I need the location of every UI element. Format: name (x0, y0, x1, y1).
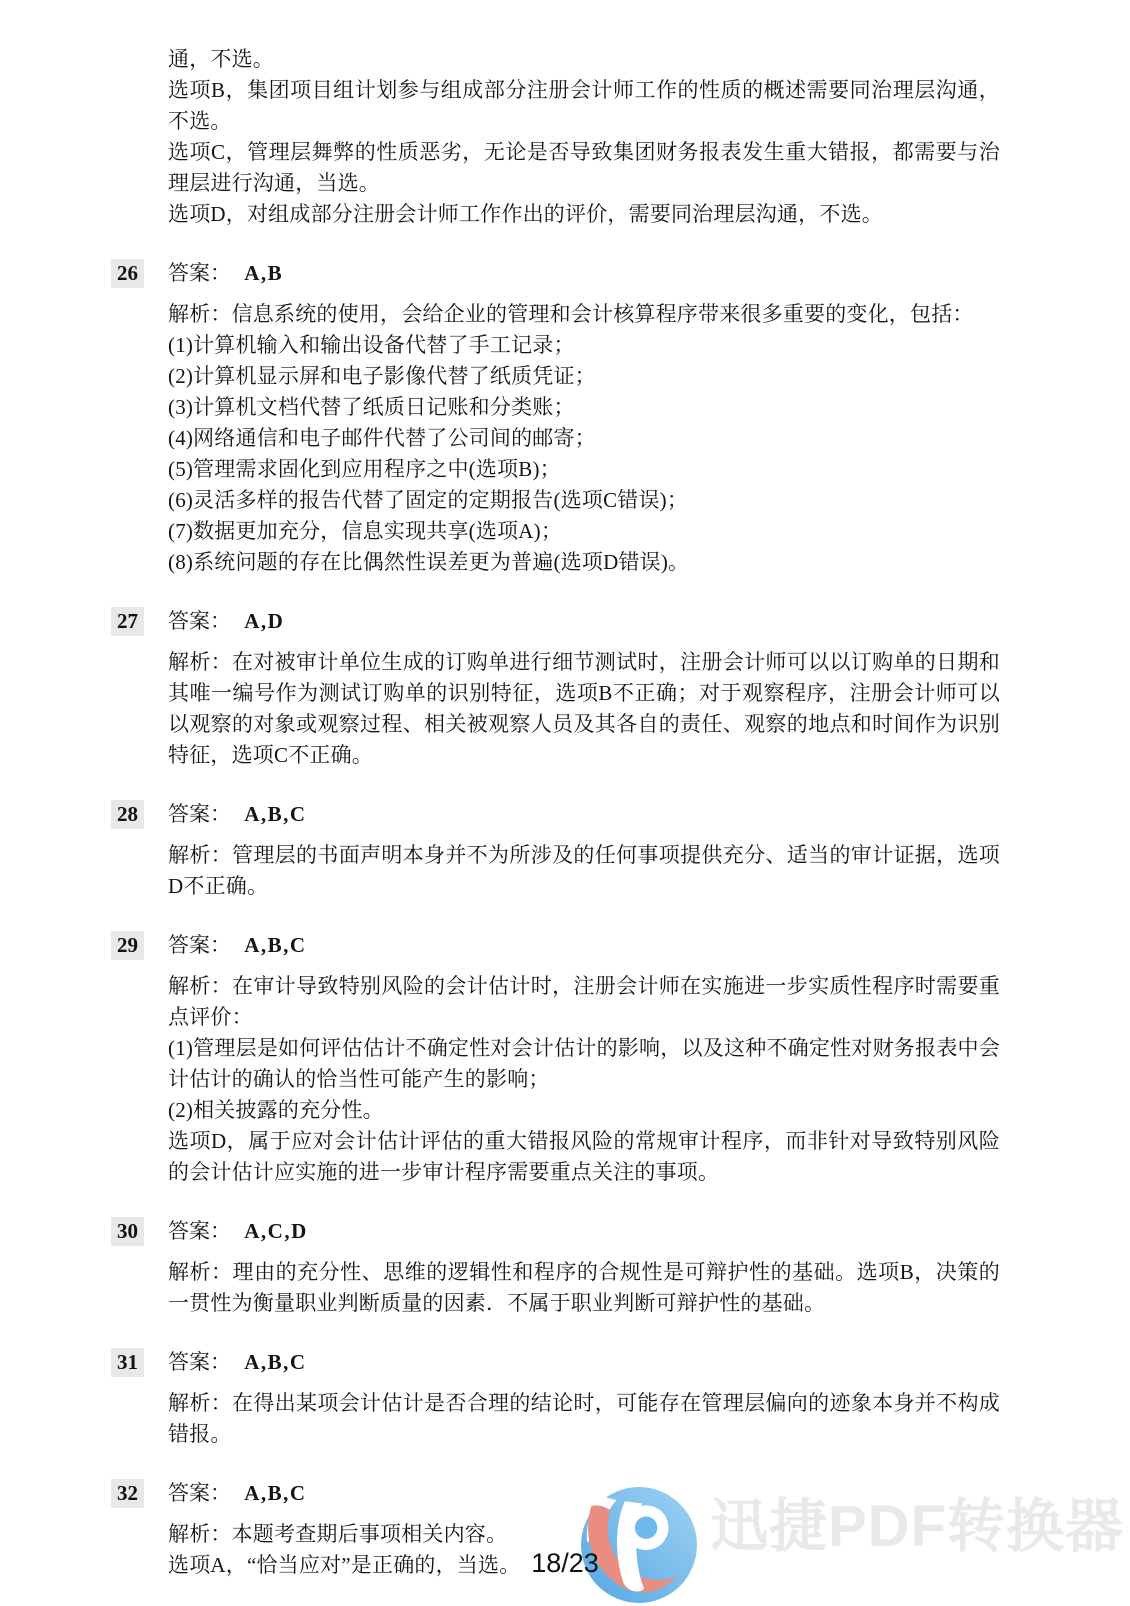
answer-letters: A,C,D (244, 1219, 308, 1243)
paragraph: (2)计算机显示屏和电子影像代替了纸质凭证； (168, 364, 596, 388)
question-number: 29 (111, 931, 144, 960)
paragraph: (7)数据更加充分，信息实现共享(选项A)； (168, 519, 563, 543)
paragraph: (2)相关披露的充分性。 (168, 1098, 384, 1122)
answer-label: 答案： (168, 1481, 231, 1505)
item-explanation (168, 299, 1000, 578)
item-heading (117, 606, 1000, 637)
paragraph: 通，不选。 (168, 47, 274, 71)
item-explanation (168, 1388, 1000, 1450)
paragraph: 解析：在对被审计单位生成的订购单进行细节测试时，注册会计师可以以订购单的日期和其唯一编号作为测试订购单的识别特征，选项B不正确；对于观察程序，注册会计师可以以观察的对象或观察过程、相关被观察人员及其各自的责任、观察的地点和时间作为识别特征，选项C不正确。 (168, 650, 1000, 767)
answer-item (117, 606, 1000, 771)
answer-item (117, 1216, 1000, 1319)
answer-item (117, 258, 1000, 578)
item-explanation (168, 971, 1000, 1188)
paragraph: 解析：信息系统的使用，会给企业的管理和会计核算程序带来很多重要的变化，包括： (168, 302, 974, 326)
paragraph: (1)计算机输入和输出设备代替了手工记录； (168, 333, 575, 357)
answer-letters: A,B,C (244, 933, 307, 957)
question-number: 26 (111, 259, 144, 288)
paragraph: (8)系统问题的存在比偶然性误差更为普遍(选项D错误)。 (168, 550, 690, 574)
paragraph: 选项C，管理层舞弊的性质恶劣，无论是否导致集团财务报表发生重大错报，都需要与治理层进行沟通，当选。 (168, 140, 1000, 195)
paragraph: 解析：在审计导致特别风险的会计估计时，注册会计师在实施进一步实质性程序时需要重点评价： (168, 974, 1000, 1029)
answer-label: 答案： (168, 1219, 231, 1243)
paragraph: 选项D，属于应对会计估计评估的重大错报风险的常规审计程序，而非针对导致特别风险的会计估计应实施的进一步审计程序需要重点关注的事项。 (168, 1129, 1000, 1184)
paragraph: 选项B，集团项目组计划参与组成部分注册会计师工作的性质的概述需要同治理层沟通，不选。 (168, 78, 1000, 133)
watermark (578, 1484, 1124, 1606)
question-number: 27 (111, 607, 144, 636)
answer-items-list (117, 258, 1000, 1581)
paragraph: 解析：本题考查期后事项相关内容。 (168, 1522, 508, 1546)
page-number: 18/23 (531, 1548, 599, 1578)
paragraph: 选项D，对组成部分注册会计师工作作出的评价，需要同治理层沟通，不选。 (168, 202, 883, 226)
question-number: 28 (111, 800, 144, 829)
paragraph: 解析：管理层的书面声明本身并不为所涉及的任何事项提供充分、适当的审计证据，选项D不正确。 (168, 843, 1000, 898)
answer-item (117, 799, 1000, 902)
paragraph: 解析：理由的充分性、思维的逻辑性和程序的合规性是可辩护性的基础。选项B，决策的一贯性为衡量职业判断质量的因素．不属于职业判断可辩护性的基础。 (168, 1260, 1000, 1315)
answer-letters: A,B,C (244, 802, 307, 826)
paragraph: (5)管理需求固化到应用程序之中(选项B)； (168, 457, 561, 481)
paragraph: (6)灵活多样的报告代替了固定的定期报告(选项C错误)； (168, 488, 689, 512)
paragraph: (3)计算机文档代替了纸质日记账和分类账； (168, 395, 575, 419)
item-explanation (168, 647, 1000, 771)
paragraph: 选项A，“恰当应对”是正确的，当选。 (168, 1553, 521, 1577)
answer-item (117, 930, 1000, 1188)
answer-letters: A,B,C (244, 1350, 307, 1374)
item-explanation (168, 840, 1000, 902)
item-heading (117, 930, 1000, 961)
paragraph: (1)管理层是如何评估估计不确定性对会计估计的影响，以及这种不确定性对财务报表中会计估计的确认的恰当性可能产生的影响； (168, 1036, 1000, 1091)
question-number: 31 (111, 1348, 144, 1377)
item-heading (117, 258, 1000, 289)
item-heading (117, 1347, 1000, 1378)
question-number: 30 (111, 1217, 144, 1246)
item-heading (117, 799, 1000, 830)
continuation-block (168, 44, 1000, 230)
pdf-converter-logo-icon (578, 1484, 700, 1606)
answer-letters: A,D (244, 609, 285, 633)
answer-item (117, 1347, 1000, 1450)
paragraph: 解析：在得出某项会计估计是否合理的结论时，可能存在管理层偏向的迹象本身并不构成错报。 (168, 1391, 1000, 1446)
question-number: 32 (111, 1479, 144, 1508)
answer-letters: A,B (244, 261, 284, 285)
watermark-text: 迅捷PDF转换器 (710, 1494, 1125, 1559)
answer-letters: A,B,C (244, 1481, 307, 1505)
answer-label: 答案： (168, 933, 231, 957)
item-heading (117, 1216, 1000, 1247)
answer-label: 答案： (168, 261, 231, 285)
answer-label: 答案： (168, 609, 231, 633)
answer-label: 答案： (168, 1350, 231, 1374)
answer-label: 答案： (168, 802, 231, 826)
content-column (117, 44, 1000, 1581)
paragraph: (4)网络通信和电子邮件代替了公司间的邮寄； (168, 426, 596, 450)
item-explanation (168, 1257, 1000, 1319)
